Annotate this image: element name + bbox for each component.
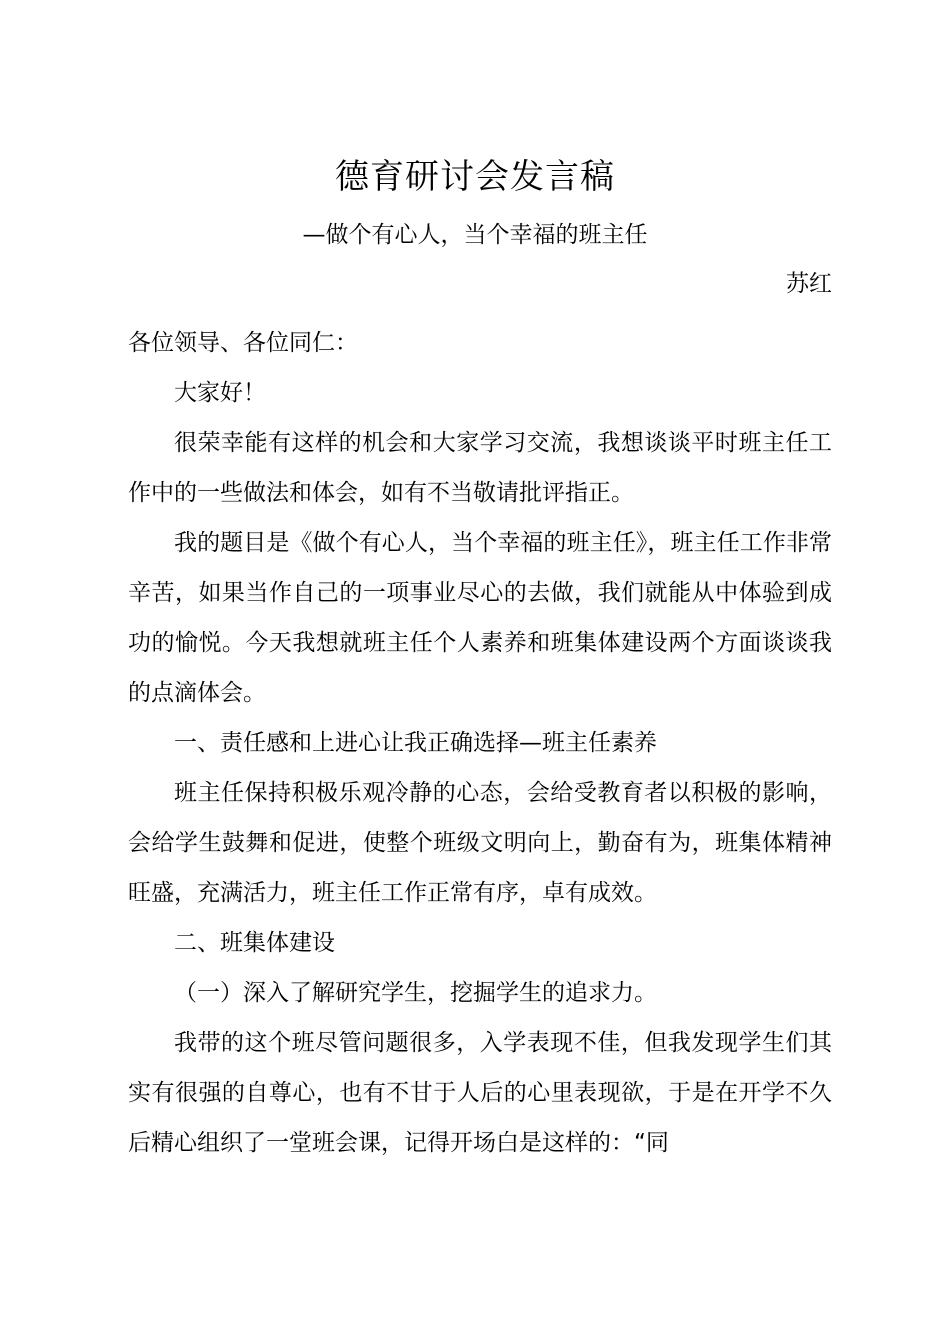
document-subtitle: —做个有心人，当个幸福的班主任 (302, 222, 648, 248)
paragraph-topic: 我的题目是《做个有心人，当个幸福的班主任》，班主任工作非常辛苦，如果当作自己的一项事业尽心的去做，我们就能从中体验到成功的愉悦。今天我想就班主任个人素养和班集体建设两个方面谈谈我的点滴体会。 (128, 530, 832, 706)
salutation: 各位领导、各位同仁： (128, 330, 358, 356)
author-name: 苏红 (786, 271, 832, 297)
paragraph-intro: 很荣幸能有这样的机会和大家学习交流，我想谈谈平时班主任工作中的一些做法和体会，如有不当敬请批评指正。 (128, 430, 832, 506)
document-body (128, 318, 832, 1168)
section-heading-1: 一、责任感和上进心让我正确选择—班主任素养 (174, 730, 657, 756)
subsection-heading-1: （一）深入了解研究学生，挖掘学生的追求力。 (174, 980, 657, 1006)
paragraph-greeting: 大家好！ (174, 380, 266, 406)
section-heading-2: 二、班集体建设 (174, 930, 335, 956)
document-title: 德育研讨会发言稿 (335, 157, 615, 197)
paragraph-section-1: 班主任保持积极乐观冷静的心态，会给受教育者以积极的影响，会给学生鼓舞和促进，使整个班级文明向上，勤奋有为，班集体精神旺盛，充满活力，班主任工作正常有序，卓有成效。 (128, 780, 832, 906)
paragraph-subsection-1: 我带的这个班尽管问题很多，入学表现不佳，但我发现学生们其实有很强的自尊心，也有不甘于人后的心里表现欲，于是在开学不久后精心组织了一堂班会课，记得开场白是这样的：“同 (128, 1030, 832, 1156)
